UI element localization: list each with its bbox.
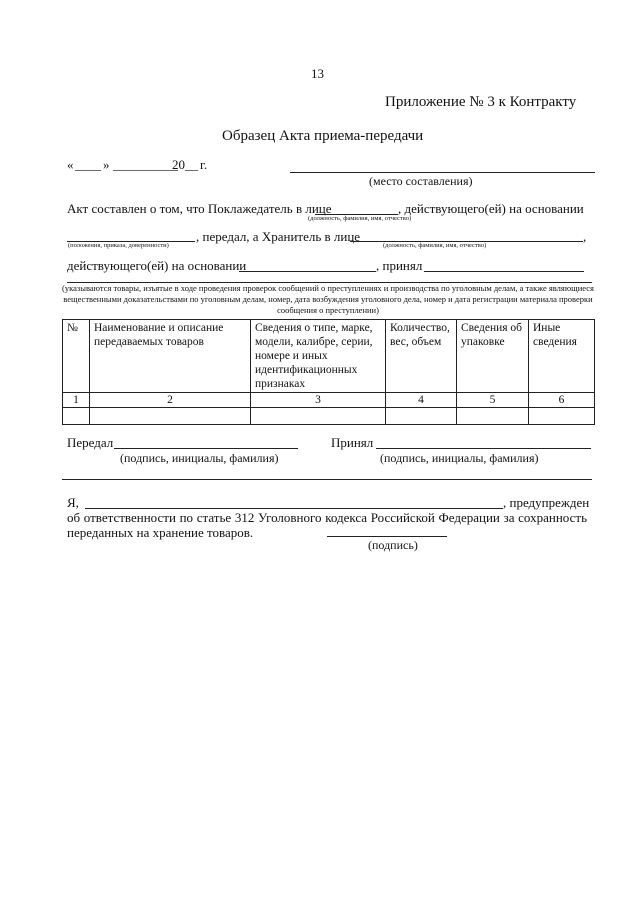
warning-line3: переданных на хранение товаров. [67, 525, 254, 540]
table-cell[interactable] [386, 408, 457, 425]
caption-depositor-basis: (положения, приказа, доверенности) [68, 242, 169, 249]
col-number-2: 2 [90, 393, 251, 408]
accepted-field[interactable] [424, 271, 584, 272]
table-cell[interactable] [90, 408, 251, 425]
place-field[interactable] [290, 172, 595, 173]
act-line2-middle: , передал, а Хранитель в лице [196, 229, 361, 244]
handed-label: Передал [67, 435, 114, 450]
separator-line [62, 479, 592, 480]
col-header-identification: Сведения о типе, марке, модели, калибре, серии, номере и иных идентификационных признаках [251, 320, 386, 393]
goods-table [62, 319, 595, 425]
date-year-suffix: г. [200, 157, 208, 172]
col-header-other: Иные сведения [529, 320, 595, 393]
col-number-3: 3 [251, 393, 386, 408]
date-month-blank[interactable]: __________ [113, 157, 178, 172]
caption-depositor-name: (должность, фамилия, имя, отчество) [308, 215, 412, 222]
appendix-heading: Приложение № 3 к Контракту [385, 94, 577, 110]
document-title: Образец Акта приема-передачи [222, 128, 424, 144]
caption-keeper-name: (должность, фамилия, имя, отчество) [383, 242, 487, 249]
warning-signature-caption: (подпись) [368, 538, 418, 552]
col-header-description: Наименование и описание передаваемых товаров [90, 320, 251, 393]
warning-signature-field[interactable] [327, 536, 447, 537]
col-number-1: 1 [63, 393, 90, 408]
date-close-quote: » [103, 157, 110, 172]
table-number-row [63, 393, 595, 408]
act-line2-end: , [583, 229, 587, 244]
col-header-packaging: Сведения об упаковке [457, 320, 529, 393]
keeper-basis-field[interactable] [239, 271, 376, 272]
table-cell[interactable] [63, 408, 90, 425]
act-line3-start: действующего(ей) на основании [67, 258, 247, 273]
table-cell[interactable] [457, 408, 529, 425]
received-label: Принял [331, 435, 374, 450]
received-signature-field[interactable] [376, 448, 591, 449]
place-caption: (место составления) [369, 174, 473, 188]
table-header-row [63, 320, 595, 393]
table-cell[interactable] [251, 408, 386, 425]
table-row[interactable] [63, 408, 595, 425]
warned-person-field[interactable] [85, 508, 503, 509]
act-line3-mid: , принял [376, 258, 423, 273]
date-year[interactable]: 20__ [172, 157, 198, 172]
act-line1-start: Акт составлен о том, что Поклажедатель в лице [67, 201, 332, 216]
col-number-4: 4 [386, 393, 457, 408]
col-header-quantity: Количество, вес, объем [386, 320, 457, 393]
act-line1-end: , действующего(ей) на основании [398, 201, 584, 216]
page-number: 13 [311, 66, 324, 81]
col-number-5: 5 [457, 393, 529, 408]
handed-caption: (подпись, инициалы, фамилия) [120, 451, 279, 465]
goods-note: (указываются товары, изъятые в ходе проведения проверок сообщений о преступлениях и производства по уголовным делам, а также являющиеся вещественными доказательствами по уголовным делам, номер, дата возбуждения уголовного дела, номер и дата регистрации материала проверки сообщения о преступлении) [62, 283, 594, 315]
date-open-quote: « [67, 157, 74, 172]
col-header-number: № [63, 320, 90, 393]
received-caption: (подпись, инициалы, фамилия) [380, 451, 539, 465]
warning-warned: , предупрежден [503, 495, 590, 510]
table-cell[interactable] [529, 408, 595, 425]
warning-i-label: Я, [67, 495, 79, 510]
warning-line2: об ответственности по статье 312 Уголовного кодекса Российской Федерации за сохранность [67, 510, 587, 525]
col-number-6: 6 [529, 393, 595, 408]
date-day-blank[interactable]: ____ [75, 157, 101, 172]
handed-signature-field[interactable] [114, 448, 298, 449]
